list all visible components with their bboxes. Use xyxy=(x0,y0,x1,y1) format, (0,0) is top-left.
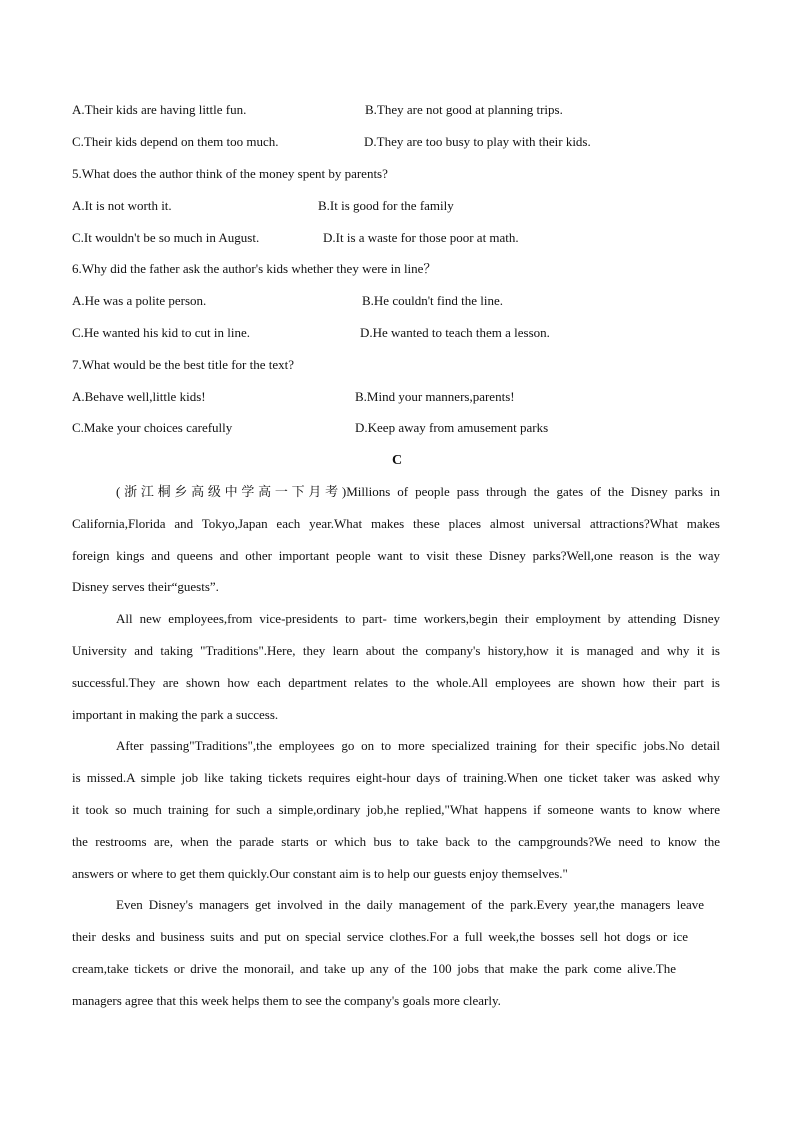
paragraph-2-line-3: successful.They are shown how each department relates to the whole.All employees are shown how their part is xyxy=(72,675,720,690)
q7-question: 7.What would be the best title for the text? xyxy=(72,357,295,372)
paragraph-2-line-4: important in making the park a success. xyxy=(72,707,279,722)
q7-option-row-2 xyxy=(72,419,549,437)
section-heading: C xyxy=(391,453,403,468)
q4-option-a: A.Their kids are having little fun. xyxy=(72,102,247,117)
paragraph-4-line-2: their desks and business suits and put on special service clothes.For a full week,the bosses sell hot dogs or ice xyxy=(72,929,688,944)
q6-option-b: B.He couldn't find the line. xyxy=(362,293,503,308)
q6-option-a: A.He was a polite person. xyxy=(72,293,207,308)
q6-question: 6.Why did the father ask the author's kids whether they were in line？ xyxy=(72,261,437,276)
paragraph-3-line-1: After passing"Traditions",the employees go on to more specialized training for their specific jobs.No detail xyxy=(116,738,720,753)
q4-option-c: C.Their kids depend on them too much. xyxy=(72,134,279,149)
q7-option-a: A.Behave well,little kids! xyxy=(72,389,206,404)
q5-option-c: C.It wouldn't be so much in August. xyxy=(72,230,260,245)
paragraph-1-line-2: California,Florida and Tokyo,Japan each year.What makes these places almost universal attractions?What makes xyxy=(72,516,720,531)
q7-option-c: C.Make your choices carefully xyxy=(72,420,233,435)
q6-option-row-1 xyxy=(72,292,503,310)
q4-option-b: B.They are not good at planning trips. xyxy=(365,102,563,117)
q5-question: 5.What does the author think of the money spent by parents? xyxy=(72,166,388,181)
q6-option-c: C.He wanted his kid to cut in line. xyxy=(72,325,251,340)
q5-option-d: D.It is a waste for those poor at math. xyxy=(323,230,519,245)
q5-option-a: A.It is not worth it. xyxy=(72,198,172,213)
q5-option-b: B.It is good for the family xyxy=(318,198,454,213)
paragraph-1-line-1: (浙江桐乡高级中学高一下月考)Millions of people pass through the gates of the Disney parks in xyxy=(116,484,720,499)
q7-option-b: B.Mind your manners,parents! xyxy=(355,389,515,404)
q4-option-row-1 xyxy=(72,101,563,119)
paragraph-2-line-1: All new employees,from vice-presidents to part- time workers,begin their employment by attending Disney xyxy=(116,611,720,626)
paragraph-4-line-1: Even Disney's managers get involved in the daily management of the park.Every year,the managers leave xyxy=(116,897,704,912)
paragraph-1-line-3: foreign kings and queens and other important people want to visit these Disney parks?Well,one reason is the way xyxy=(72,548,720,563)
q6-option-row-2 xyxy=(72,324,550,342)
paragraph-3-line-4: the restrooms are, when the parade starts or which bus to take back to the campgrounds?We need to know the xyxy=(72,834,720,849)
q6-option-d: D.He wanted to teach them a lesson. xyxy=(360,325,550,340)
paragraph-3-line-5: answers or where to get them quickly.Our constant aim is to help our guests enjoy themselves." xyxy=(72,866,568,881)
q4-option-row-2 xyxy=(72,133,591,151)
q7-option-row-1 xyxy=(72,388,515,406)
paragraph-3-line-3: it took so much training for such a simple,ordinary job,he replied,"What happens if someone wants to know where xyxy=(72,802,720,817)
q5-option-row-2 xyxy=(72,229,519,247)
q4-option-d: D.They are too busy to play with their kids. xyxy=(364,134,591,149)
paragraph-3-line-2: is missed.A simple job like taking tickets requires eight-hour days of training.When one ticket taker was asked why xyxy=(72,770,720,785)
q7-option-d: D.Keep away from amusement parks xyxy=(355,420,549,435)
paragraph-1-line-4: Disney serves their“guests”. xyxy=(72,579,219,594)
paragraph-4-line-4: managers agree that this week helps them to see the company's goals more clearly. xyxy=(72,993,501,1008)
q5-option-row-1 xyxy=(72,197,454,215)
paragraph-2-line-2: University and taking "Traditions".Here, they learn about the company's history,how it is managed and why it is xyxy=(72,643,720,658)
paragraph-4-line-3: cream,take tickets or drive the monorail, and take up any of the 100 jobs that make the park come alive.The xyxy=(72,961,676,976)
